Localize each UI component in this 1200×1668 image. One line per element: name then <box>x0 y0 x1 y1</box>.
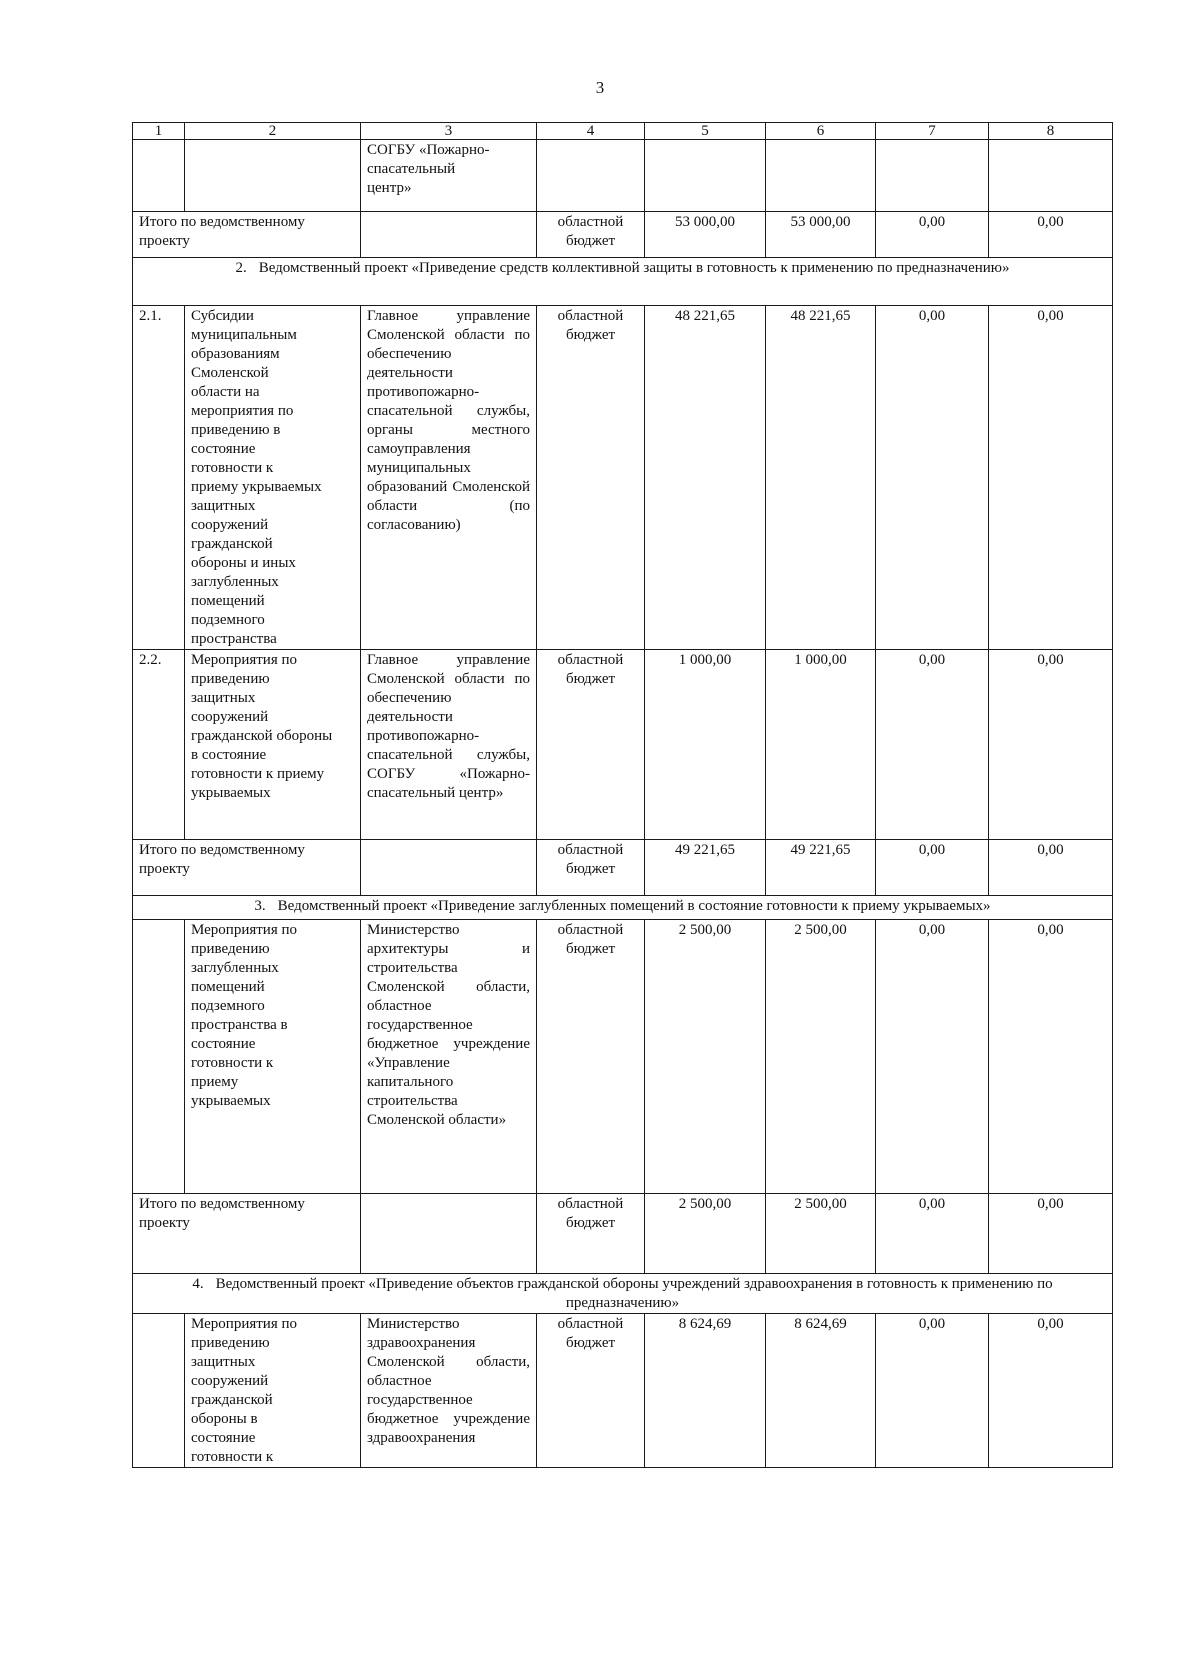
total-amount-cell <box>645 140 766 212</box>
project-heading-row <box>133 896 1113 920</box>
year2-amount-cell: 0,00 <box>876 840 989 896</box>
funding-source-cell: областной бюджет <box>537 1194 645 1274</box>
project-title <box>133 1274 1113 1314</box>
funding-source-cell: областной бюджет <box>537 306 645 650</box>
project-heading-row <box>133 1274 1113 1314</box>
year3-amount-cell: 0,00 <box>989 212 1113 258</box>
year1-amount-cell <box>766 140 876 212</box>
executor-cell: Министерство архитектуры и строительства Смоленской области, областное государственное бюджетное учреждение «Управление капитального строительства Смоленской области» <box>361 920 537 1194</box>
project-title-text: Ведомственный проект «Приведение объектов гражданской обороны учреждений здравоохранения в готовность к применению по предназначению» <box>215 1276 1053 1311</box>
activity-name-cell: Мероприятия по приведению защитных сооружений гражданской обороны в состояние готовности к <box>185 1314 361 1468</box>
executor-cell: Главное управление Смоленской области по обеспечению деятельности противопожарно-спасательной службы, СОГБУ «Пожарно-спасательный центр» <box>361 650 537 840</box>
total-amount-cell: 2 500,00 <box>645 920 766 1194</box>
activity-name-cell: Мероприятия по приведению заглубленных помещений подземного пространства в состояние готовности к приему укрываемых <box>185 920 361 1194</box>
funding-source-cell: областной бюджет <box>537 840 645 896</box>
year1-amount-cell: 8 624,69 <box>766 1314 876 1468</box>
year3-amount-cell: 0,00 <box>989 840 1113 896</box>
year2-amount-cell: 0,00 <box>876 212 989 258</box>
executor-cell: СОГБУ «Пожарно- спасательный центр» <box>361 140 537 212</box>
column-header-3: 3 <box>361 123 537 140</box>
total-amount-cell: 49 221,65 <box>645 840 766 896</box>
page-number: 3 <box>595 78 605 97</box>
activity-name-cell <box>185 140 361 212</box>
total-row <box>133 1194 1113 1274</box>
year1-amount-cell: 48 221,65 <box>766 306 876 650</box>
project-title-text: Ведомственный проект «Приведение заглубленных помещений в состояние готовности к приему укрываемых» <box>277 898 991 914</box>
column-header-7: 7 <box>876 123 989 140</box>
row-number-cell <box>133 1314 185 1468</box>
executor-cell <box>361 840 537 896</box>
total-amount-cell: 53 000,00 <box>645 212 766 258</box>
executor-cell: Министерство здравоохранения Смоленской области, областное государственное бюджетное учреждение здравоохранения <box>361 1314 537 1468</box>
funding-source-cell: областной бюджет <box>537 920 645 1194</box>
total-amount-cell: 8 624,69 <box>645 1314 766 1468</box>
project-number: 3. <box>254 898 266 914</box>
total-amount-cell: 48 221,65 <box>645 306 766 650</box>
column-header-1: 1 <box>133 123 185 140</box>
funding-source-cell <box>537 140 645 212</box>
column-header-5: 5 <box>645 123 766 140</box>
activity-name-cell: Субсидии муниципальным образованиям Смоленской области на мероприятия по приведению в состояние готовности к приему укрываемых защитных сооружений гражданской обороны и иных заглубленных помещений подземного пространства <box>185 306 361 650</box>
table-row <box>133 306 1113 650</box>
total-amount-cell: 2 500,00 <box>645 1194 766 1274</box>
table-row <box>133 1314 1113 1468</box>
year1-amount-cell: 53 000,00 <box>766 212 876 258</box>
total-label: Итого по ведомственному проекту <box>133 840 361 896</box>
column-header-row <box>133 123 1113 140</box>
project-title <box>133 896 1113 920</box>
year3-amount-cell: 0,00 <box>989 920 1113 1194</box>
total-label: Итого по ведомственному проекту <box>133 212 361 258</box>
project-heading-row <box>133 258 1113 306</box>
column-header-4: 4 <box>537 123 645 140</box>
row-number-cell <box>133 140 185 212</box>
funding-source-cell: областной бюджет <box>537 1314 645 1468</box>
year3-amount-cell <box>989 140 1113 212</box>
year2-amount-cell: 0,00 <box>876 920 989 1194</box>
year3-amount-cell: 0,00 <box>989 1314 1113 1468</box>
year1-amount-cell: 2 500,00 <box>766 1194 876 1274</box>
year3-amount-cell: 0,00 <box>989 1194 1113 1274</box>
year3-amount-cell: 0,00 <box>989 306 1113 650</box>
year1-amount-cell: 49 221,65 <box>766 840 876 896</box>
column-header-2: 2 <box>185 123 361 140</box>
project-title <box>133 258 1113 306</box>
total-label: Итого по ведомственному проекту <box>133 1194 361 1274</box>
row-number-cell: 2.2. <box>133 650 185 840</box>
budget-table <box>132 122 1113 1468</box>
project-title-text: Ведомственный проект «Приведение средств коллективной защиты в готовность к применению по предназначению» <box>258 260 1010 276</box>
table-row <box>133 650 1113 840</box>
table-row <box>133 920 1113 1194</box>
year2-amount-cell: 0,00 <box>876 1194 989 1274</box>
year2-amount-cell <box>876 140 989 212</box>
year2-amount-cell: 0,00 <box>876 650 989 840</box>
activity-name-cell: Мероприятия по приведению защитных сооружений гражданской обороны в состояние готовности к приему укрываемых <box>185 650 361 840</box>
row-number-cell <box>133 920 185 1194</box>
year1-amount-cell: 1 000,00 <box>766 650 876 840</box>
year1-amount-cell: 2 500,00 <box>766 920 876 1194</box>
year2-amount-cell: 0,00 <box>876 1314 989 1468</box>
funding-source-cell: областной бюджет <box>537 212 645 258</box>
executor-cell: Главное управление Смоленской области по обеспечению деятельности противопожарно-спасательной службы, органы местного самоуправления муниципальных образований Смоленской области (по согласованию) <box>361 306 537 650</box>
project-number: 4. <box>192 1276 204 1292</box>
project-number: 2. <box>235 260 247 276</box>
total-row <box>133 212 1113 258</box>
total-amount-cell: 1 000,00 <box>645 650 766 840</box>
table-row <box>133 140 1113 212</box>
row-number-cell: 2.1. <box>133 306 185 650</box>
funding-source-cell: областной бюджет <box>537 650 645 840</box>
column-header-8: 8 <box>989 123 1113 140</box>
executor-cell <box>361 1194 537 1274</box>
year2-amount-cell: 0,00 <box>876 306 989 650</box>
column-header-6: 6 <box>766 123 876 140</box>
executor-cell <box>361 212 537 258</box>
year3-amount-cell: 0,00 <box>989 650 1113 840</box>
total-row <box>133 840 1113 896</box>
